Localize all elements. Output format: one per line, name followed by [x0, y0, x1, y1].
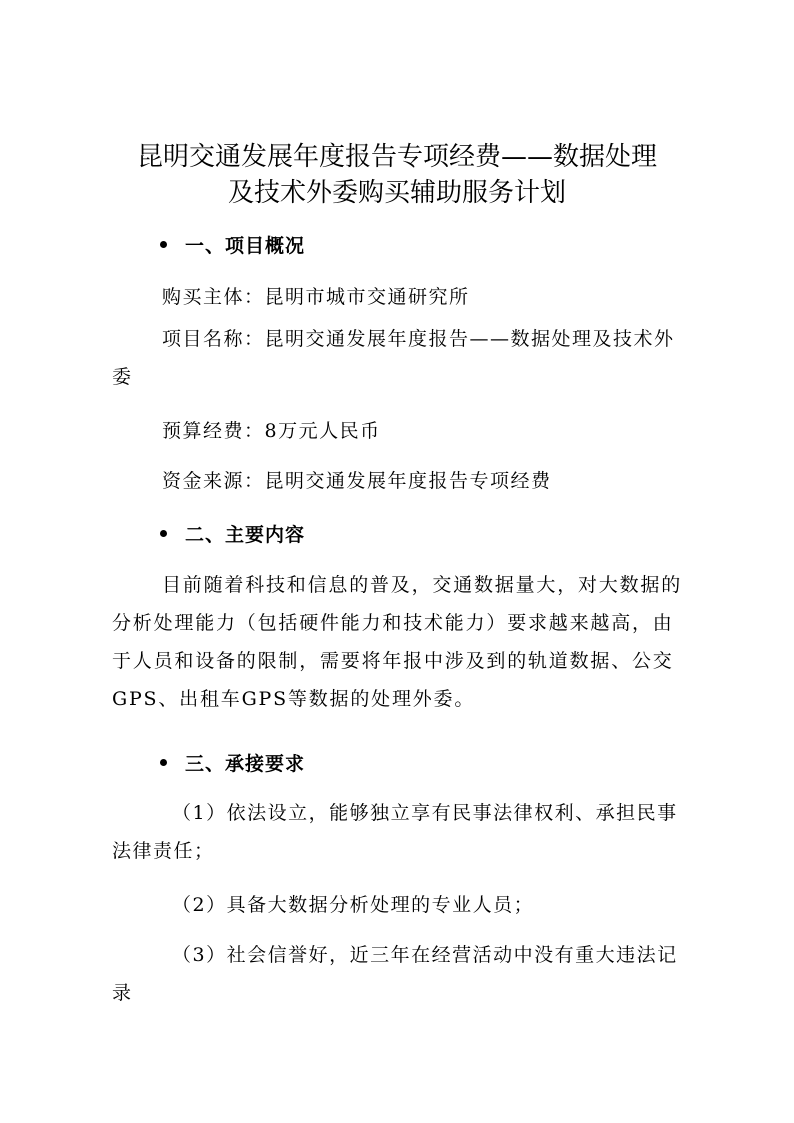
- section-heading-text: 一、项目概况: [185, 234, 306, 257]
- section-heading-text: 三、承接要求: [185, 752, 306, 775]
- paragraph-project-name: 项目名称：昆明交通发展年度报告——数据处理及技术外委: [112, 328, 675, 388]
- paragraph-main-content: 目前随着科技和信息的普及，交通数据量大，对大数据的分析处理能力（包括硬件能力和技术能力）要求越来越高，由于人员和设备的限制，需要将年报中涉及到的轨道数据、公交GPS、出租车GPS等数据的处理外委。: [112, 574, 683, 710]
- paragraph-fund-source: 资金来源：昆明交通发展年度报告专项经费: [162, 470, 552, 492]
- section-heading-main-content: [160, 518, 305, 548]
- bullet-icon: [160, 241, 167, 248]
- section-heading-requirements: [160, 747, 305, 777]
- bullet-icon: [160, 530, 167, 537]
- paragraph-requirement-1: （1）依法设立，能够独立享有民事法律权利、承担民事法律责任；: [112, 802, 678, 862]
- document-title-line-1: 昆明交通发展年度报告专项经费——数据处理: [136, 142, 657, 172]
- paragraph-requirement-3: （3）社会信誉好，近三年在经营活动中没有重大违法记录: [112, 944, 678, 1004]
- paragraph-budget: 预算经费：8万元人民币: [162, 420, 381, 442]
- paragraph-requirement-2: （2）具备大数据分析处理的专业人员；: [172, 894, 535, 916]
- paragraph-purchaser: 购买主体：昆明市城市交通研究所: [162, 286, 470, 308]
- document-title-line-2: 及技术外委购买辅助服务计划: [227, 178, 566, 208]
- section-heading-text: 二、主要内容: [185, 523, 306, 546]
- section-heading-overview: [160, 229, 305, 259]
- bullet-icon: [160, 759, 167, 766]
